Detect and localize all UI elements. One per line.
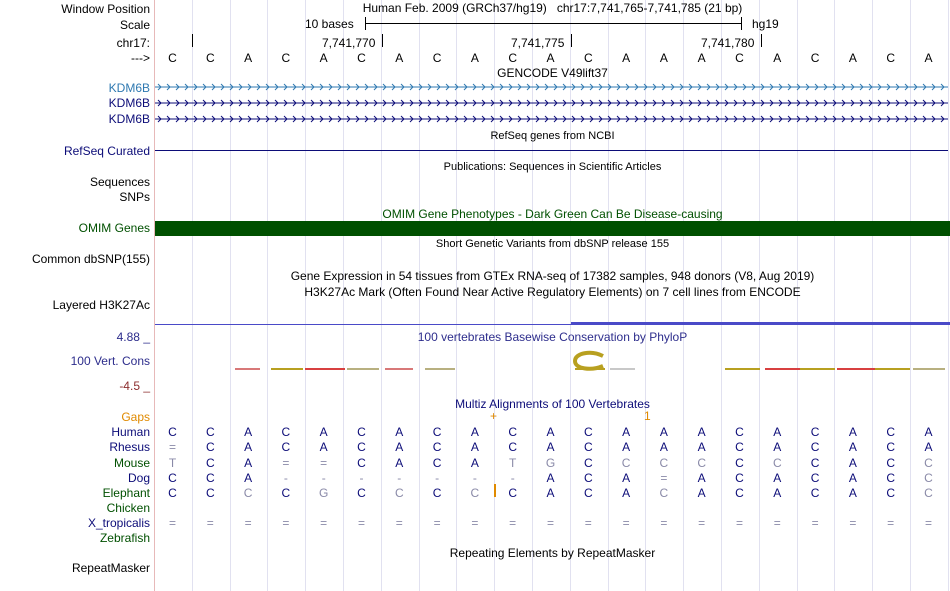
aligned-base: C bbox=[810, 425, 820, 439]
aligned-base: = bbox=[698, 516, 706, 530]
aligned-base: C bbox=[168, 425, 177, 439]
aligned-base: C bbox=[735, 471, 744, 485]
refseq-gene-line[interactable] bbox=[155, 150, 948, 151]
aligned-base: C bbox=[924, 471, 933, 485]
window-position bbox=[155, 1, 950, 15]
ruler-tick bbox=[761, 34, 762, 47]
phylop-score-mark bbox=[765, 368, 800, 370]
aligned-base: T bbox=[168, 456, 177, 470]
aligned-base: A bbox=[395, 425, 404, 439]
aligned-base: C bbox=[810, 471, 820, 485]
aligned-base: C bbox=[168, 471, 177, 485]
track-label[interactable]: Dog bbox=[127, 471, 150, 485]
aligned-base: = bbox=[244, 516, 252, 530]
aligned-base: A bbox=[395, 456, 404, 470]
h3k27ac-track-title[interactable]: H3K27Ac Mark (Often Found Near Active Regulatory Elements) on 7 cell lines from ENCODE bbox=[304, 285, 801, 299]
aligned-base: = bbox=[282, 516, 290, 530]
aligned-base: C bbox=[886, 425, 896, 439]
aligned-base: = bbox=[168, 440, 176, 454]
aligned-base: - bbox=[435, 471, 440, 485]
aligned-base: = bbox=[320, 456, 328, 470]
phylop-score-mark bbox=[271, 368, 303, 370]
gencode-track-title[interactable]: GENCODE V49lift37 bbox=[497, 66, 608, 80]
phylop-score-mark bbox=[305, 368, 345, 370]
aligned-base: C bbox=[735, 440, 744, 454]
repeatmasker-track-title[interactable]: Repeating Elements by RepeatMasker bbox=[449, 546, 656, 560]
reference-base: C bbox=[810, 51, 820, 65]
aligned-base: C bbox=[924, 456, 933, 470]
aligned-base: C bbox=[810, 486, 820, 500]
scale-label: 10 bases bbox=[305, 17, 354, 31]
track-label[interactable]: 100 Vert. Cons bbox=[70, 354, 150, 368]
aligned-base: C bbox=[357, 486, 366, 500]
scale-db-label: hg19 bbox=[752, 17, 779, 31]
phylop-score-mark bbox=[725, 368, 760, 370]
aligned-base: - bbox=[472, 471, 477, 485]
reference-base: A bbox=[546, 51, 555, 65]
phylop-score-mark bbox=[875, 368, 910, 370]
track-label[interactable]: -4.5 _ bbox=[119, 379, 150, 393]
aligned-base: = bbox=[887, 516, 895, 530]
aligned-base: A bbox=[470, 425, 479, 439]
aligned-base: A bbox=[319, 425, 328, 439]
reference-base: A bbox=[697, 51, 706, 65]
track-label[interactable]: SNPs bbox=[119, 190, 150, 204]
ruler-tick-label: 7,741,780 bbox=[701, 36, 755, 50]
aligned-base: C bbox=[583, 440, 593, 454]
track-label[interactable]: 4.88 _ bbox=[116, 330, 150, 344]
reference-base: C bbox=[886, 51, 896, 65]
aligned-base: A bbox=[622, 471, 631, 485]
track-label[interactable]: Sequences bbox=[89, 175, 150, 189]
phylop-score-mark bbox=[347, 368, 379, 370]
phylop-score-mark bbox=[425, 368, 455, 370]
aligned-base: = bbox=[584, 516, 592, 530]
aligned-base: = bbox=[320, 516, 328, 530]
reference-base: A bbox=[395, 51, 404, 65]
reference-base: A bbox=[470, 51, 479, 65]
aligned-base: A bbox=[697, 425, 706, 439]
aligned-base: = bbox=[735, 516, 743, 530]
aligned-base: C bbox=[659, 486, 669, 500]
ruler-tick bbox=[192, 34, 193, 47]
aligned-base: A bbox=[470, 456, 479, 470]
aligned-base: A bbox=[848, 425, 857, 439]
aligned-base: A bbox=[773, 486, 782, 500]
aligned-base: - bbox=[510, 471, 515, 485]
aligned-base: A bbox=[622, 425, 631, 439]
phylop-track-title[interactable]: 100 vertebrates Basewise Conservation by PhyloP bbox=[417, 330, 688, 344]
gene-kdm6b-2[interactable] bbox=[155, 98, 948, 108]
aligned-base: = bbox=[660, 471, 668, 485]
aligned-base: = bbox=[509, 516, 517, 530]
phylop-score-mark bbox=[800, 368, 835, 370]
track-labels-column bbox=[0, 0, 155, 591]
aligned-base: C bbox=[432, 456, 442, 470]
aligned-base: C bbox=[810, 440, 820, 454]
track-label[interactable]: RepeatMasker bbox=[71, 561, 150, 575]
aligned-base: = bbox=[660, 516, 668, 530]
aligned-base: C bbox=[508, 486, 518, 500]
aligned-base: C bbox=[810, 456, 820, 470]
track-label[interactable]: Scale bbox=[119, 18, 150, 32]
track-label[interactable]: Common dbSNP(155) bbox=[31, 252, 150, 266]
track-label[interactable]: Layered H3K27Ac bbox=[52, 298, 150, 312]
position-label: chr17:7,741,765-7,741,785 (21 bp) bbox=[556, 1, 743, 15]
aligned-base: A bbox=[546, 471, 555, 485]
aligned-base: C bbox=[168, 486, 177, 500]
aligned-base: A bbox=[697, 486, 706, 500]
gtex-track-title[interactable]: Gene Expression in 54 tissues from GTEx RNA-seq of 17382 samples, 948 donors (V8, Aug 2019) bbox=[290, 269, 815, 283]
aligned-base: A bbox=[319, 440, 328, 454]
aligned-base: C bbox=[583, 425, 593, 439]
aligned-base: C bbox=[470, 486, 480, 500]
aligned-base: A bbox=[546, 440, 555, 454]
aligned-base: A bbox=[546, 486, 555, 500]
reference-base: A bbox=[622, 51, 631, 65]
h3k27ac-signal-bar[interactable] bbox=[571, 322, 950, 325]
aligned-base: A bbox=[546, 425, 555, 439]
publications-track-title[interactable]: Publications: Sequences in Scientific Articles bbox=[443, 161, 662, 173]
aligned-base: C bbox=[583, 471, 593, 485]
track-label[interactable]: Rhesus bbox=[109, 440, 150, 454]
aligned-base: A bbox=[924, 440, 933, 454]
aligned-base: C bbox=[924, 486, 933, 500]
ruler-tick bbox=[571, 34, 572, 47]
gene-kdm6b-3[interactable] bbox=[155, 114, 948, 124]
phylop-score-mark bbox=[610, 368, 635, 370]
aligned-base: C bbox=[281, 486, 291, 500]
aligned-base: C bbox=[357, 440, 366, 454]
aligned-base: C bbox=[281, 425, 291, 439]
aligned-base: = bbox=[924, 516, 932, 530]
aligned-base: C bbox=[205, 425, 215, 439]
track-label[interactable]: X_tropicalis bbox=[87, 516, 150, 530]
reference-base: C bbox=[432, 51, 442, 65]
aligned-base: C bbox=[432, 440, 442, 454]
aligned-base: A bbox=[773, 425, 782, 439]
aligned-base: A bbox=[622, 486, 631, 500]
aligned-base: C bbox=[357, 456, 366, 470]
aligned-base: C bbox=[205, 486, 215, 500]
gap-plus-mark: + bbox=[490, 409, 498, 423]
aligned-base: - bbox=[321, 471, 326, 485]
reference-base: C bbox=[583, 51, 593, 65]
dbsnp-track-title[interactable]: Short Genetic Variants from dbSNP release 155 bbox=[435, 238, 670, 250]
track-label[interactable]: OMIM Genes bbox=[78, 221, 150, 235]
aligned-base: C bbox=[281, 440, 291, 454]
aligned-base: C bbox=[432, 425, 442, 439]
aligned-base: C bbox=[508, 425, 518, 439]
track-label[interactable]: Elephant bbox=[102, 486, 150, 500]
aligned-base: C bbox=[886, 471, 896, 485]
aligned-base: - bbox=[397, 471, 402, 485]
aligned-base: C bbox=[621, 456, 631, 470]
track-label[interactable]: Gaps bbox=[121, 410, 150, 424]
aligned-base: = bbox=[395, 516, 403, 530]
reference-base: A bbox=[848, 51, 857, 65]
aligned-base: A bbox=[659, 440, 668, 454]
aligned-base: A bbox=[244, 440, 253, 454]
aligned-base: C bbox=[735, 456, 744, 470]
track-label[interactable]: KDM6B bbox=[108, 96, 150, 110]
aligned-base: = bbox=[433, 516, 441, 530]
aligned-base: = bbox=[622, 516, 630, 530]
reference-base: A bbox=[773, 51, 782, 65]
aligned-base: A bbox=[244, 425, 253, 439]
track-label[interactable]: Window Position bbox=[61, 2, 150, 16]
aligned-base: = bbox=[773, 516, 781, 530]
omim-gene-bar[interactable] bbox=[155, 221, 950, 236]
aligned-base: C bbox=[205, 440, 215, 454]
aligned-base: C bbox=[886, 486, 896, 500]
track-label[interactable]: ---> bbox=[131, 51, 150, 65]
aligned-base: C bbox=[205, 456, 215, 470]
aligned-base: G bbox=[545, 456, 556, 470]
aligned-base: = bbox=[168, 516, 176, 530]
aligned-base: A bbox=[697, 471, 706, 485]
omim-track-title[interactable]: OMIM Gene Phenotypes - Dark Green Can Be Disease-causing bbox=[382, 207, 723, 221]
aligned-base: C bbox=[886, 456, 896, 470]
gap-insertion-bar bbox=[494, 484, 496, 497]
aligned-base: C bbox=[205, 471, 215, 485]
track-label[interactable]: Chicken bbox=[106, 501, 150, 515]
reference-base: C bbox=[205, 51, 215, 65]
aligned-base: C bbox=[583, 456, 593, 470]
reference-base: A bbox=[319, 51, 328, 65]
aligned-base: C bbox=[432, 486, 442, 500]
refseq-track-title[interactable]: RefSeq genes from NCBI bbox=[490, 130, 615, 142]
aligned-base: C bbox=[508, 440, 518, 454]
track-label[interactable]: Human bbox=[111, 425, 150, 439]
track-label[interactable]: chr17: bbox=[116, 36, 150, 50]
aligned-base: C bbox=[583, 486, 593, 500]
aligned-base: C bbox=[772, 456, 782, 470]
aligned-base: - bbox=[359, 471, 364, 485]
aligned-base: = bbox=[849, 516, 857, 530]
aligned-base: A bbox=[622, 440, 631, 454]
aligned-base: C bbox=[659, 456, 669, 470]
aligned-base: C bbox=[357, 425, 366, 439]
multiz-track-title[interactable]: Multiz Alignments of 100 Vertebrates bbox=[455, 397, 650, 411]
aligned-base: = bbox=[811, 516, 819, 530]
reference-base: C bbox=[735, 51, 744, 65]
track-label[interactable]: RefSeq Curated bbox=[63, 144, 150, 158]
phylop-score-mark bbox=[235, 368, 260, 370]
aligned-base: A bbox=[773, 471, 782, 485]
scale-bar-right-end bbox=[741, 17, 742, 30]
phylop-score-mark bbox=[913, 368, 945, 370]
ruler-tick-label: 7,741,770 bbox=[322, 36, 376, 50]
ruler-tick bbox=[382, 34, 383, 47]
tracks-area bbox=[155, 0, 950, 591]
phylop-score-mark bbox=[385, 368, 413, 370]
phylop-score-mark bbox=[837, 368, 875, 370]
reference-base: C bbox=[281, 51, 291, 65]
aligned-base: A bbox=[659, 425, 668, 439]
aligned-base: A bbox=[470, 440, 479, 454]
reference-base: A bbox=[659, 51, 668, 65]
track-label[interactable]: Mouse bbox=[113, 456, 150, 470]
aligned-base: A bbox=[924, 425, 933, 439]
track-label[interactable]: KDM6B bbox=[108, 112, 150, 126]
ruler-tick-label: 7,741,775 bbox=[511, 36, 565, 50]
reference-base: A bbox=[924, 51, 933, 65]
gap-one-mark: 1 bbox=[644, 409, 651, 423]
aligned-base: = bbox=[282, 456, 290, 470]
aligned-base: - bbox=[283, 471, 288, 485]
aligned-base: C bbox=[735, 486, 744, 500]
aligned-base: A bbox=[244, 471, 253, 485]
aligned-base: A bbox=[395, 440, 404, 454]
reference-base: A bbox=[244, 51, 253, 65]
scale-bar bbox=[365, 23, 741, 24]
aligned-base: A bbox=[773, 440, 782, 454]
aligned-base: C bbox=[886, 440, 896, 454]
aligned-base: A bbox=[848, 456, 857, 470]
reference-base: C bbox=[168, 51, 177, 65]
aligned-base: T bbox=[509, 456, 517, 470]
aligned-base: = bbox=[206, 516, 214, 530]
gene-kdm6b-1[interactable] bbox=[155, 82, 948, 92]
track-label[interactable]: Zebrafish bbox=[99, 531, 150, 545]
aligned-base: C bbox=[394, 486, 404, 500]
aligned-base: G bbox=[319, 486, 329, 500]
aligned-base: A bbox=[697, 440, 706, 454]
reference-base: C bbox=[357, 51, 366, 65]
aligned-base: A bbox=[244, 456, 253, 470]
reference-base: C bbox=[508, 51, 518, 65]
aligned-base: C bbox=[697, 456, 707, 470]
scale-bar-left-end bbox=[365, 17, 366, 30]
aligned-base: C bbox=[243, 486, 253, 500]
phylop-peak-glyph bbox=[575, 353, 603, 369]
aligned-base: A bbox=[848, 471, 857, 485]
aligned-base: A bbox=[848, 440, 857, 454]
aligned-base: A bbox=[848, 486, 857, 500]
phylop-conservation-plot[interactable] bbox=[155, 345, 950, 385]
aligned-base: = bbox=[546, 516, 554, 530]
aligned-base: = bbox=[471, 516, 479, 530]
assembly-label: Human Feb. 2009 (GRCh37/hg19) bbox=[362, 1, 547, 15]
aligned-base: C bbox=[735, 425, 744, 439]
aligned-base: = bbox=[357, 516, 365, 530]
track-label[interactable]: KDM6B bbox=[108, 81, 150, 95]
